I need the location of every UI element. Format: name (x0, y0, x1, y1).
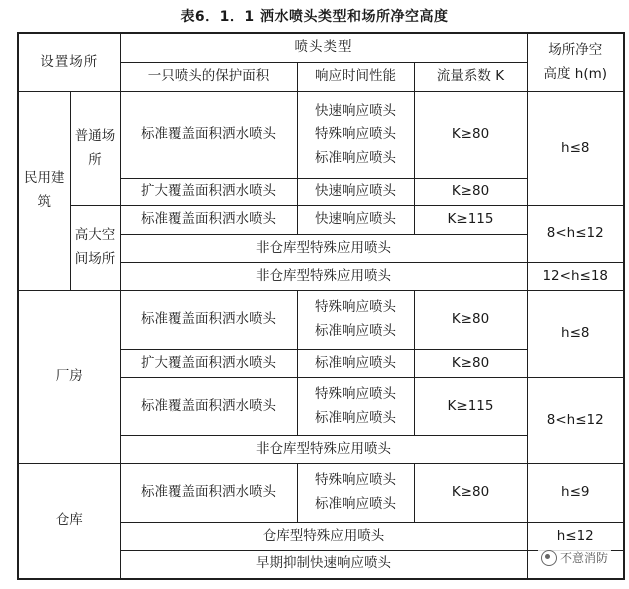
cell-height: h≤9 (527, 464, 624, 523)
cell-coverage: 标准覆盖面积洒水喷头 (120, 206, 297, 235)
subgroup-ordinary: 普通场所 (70, 92, 120, 206)
cell-coverage: 标准覆盖面积洒水喷头 (120, 92, 297, 179)
response-item: 标准响应喷头 (315, 409, 396, 426)
table-row (18, 291, 624, 350)
response-item: 标准响应喷头 (315, 496, 396, 512)
cell-span: 非仓库型特殊应用喷头 (120, 235, 527, 263)
cell-height: 12<h≤18 (527, 263, 624, 291)
cell-response: 快速响应喷头 (297, 179, 414, 206)
cell-coverage: 标准覆盖面积洒水喷头 (120, 291, 297, 350)
cell-flow: K≥115 (414, 206, 527, 235)
cell-span: 非仓库型特殊应用喷头 (120, 436, 527, 464)
cell-flow: K≥80 (414, 350, 527, 378)
cell-coverage: 标准覆盖面积洒水喷头 (120, 464, 297, 523)
cell-flow: K≥80 (414, 179, 527, 206)
wechat-logo-icon (541, 550, 557, 566)
cell-height: 8<h≤12 (527, 206, 624, 263)
cell-span: 仓库型特殊应用喷头 (120, 523, 527, 551)
cell-flow: K≥80 (414, 464, 527, 523)
response-item: 特殊响应喷头 (315, 472, 396, 489)
cell-height: h≤8 (527, 291, 624, 378)
cell-height: h≤8 (527, 92, 624, 206)
table-row (18, 206, 624, 235)
watermark-text: 不意消防 (559, 551, 608, 565)
response-item: 标准响应喷头 (315, 323, 396, 339)
group-civil-label: 民用建筑 (24, 170, 65, 210)
cell-height: 8<h≤12 (527, 378, 624, 464)
cell-flow: K≥80 (414, 92, 527, 179)
table-row (18, 464, 624, 523)
header-coverage: 一只喷头的保护面积 (120, 63, 297, 92)
cell-span: 早期抑制快速响应喷头 (120, 551, 527, 579)
header-place: 设置场所 (18, 33, 120, 92)
cell-coverage: 标准覆盖面积洒水喷头 (120, 378, 297, 436)
cell-response: 快速响应喷头 (297, 206, 414, 235)
cell-coverage: 扩大覆盖面积洒水喷头 (120, 350, 297, 378)
cell-flow: K≥80 (414, 291, 527, 350)
group-warehouse: 仓库 (18, 464, 120, 579)
header-sprinkler-type: 喷头类型 (120, 33, 527, 63)
cell-coverage: 扩大覆盖面积洒水喷头 (120, 179, 297, 206)
subgroup-tall: 高大空间场所 (70, 206, 120, 291)
cell-response (297, 378, 414, 436)
response-item: 特殊响应喷头 (315, 126, 396, 143)
cell-response (297, 291, 414, 350)
response-item: 特殊响应喷头 (315, 299, 396, 316)
cell-response (297, 464, 414, 523)
header-row-1 (18, 33, 624, 63)
sprinkler-spec-table (17, 32, 625, 580)
cell-height: h≤12 (527, 523, 624, 551)
header-flow: 流量系数 K (414, 63, 527, 92)
header-response: 响应时间性能 (297, 63, 414, 92)
cell-span: 非仓库型特殊应用喷头 (120, 263, 527, 291)
cell-response: 标准响应喷头 (297, 350, 414, 378)
response-item: 标准响应喷头 (315, 149, 396, 166)
response-item: 特殊响应喷头 (315, 385, 396, 402)
table-caption: 表6．1．1 洒水喷头类型和场所净空高度 (180, 9, 449, 25)
response-item: 快速响应喷头 (315, 102, 396, 119)
cell-flow: K≥115 (414, 378, 527, 436)
group-factory: 厂房 (18, 291, 120, 464)
header-height-line1: 场所净空 (548, 41, 603, 58)
cell-response (297, 92, 414, 179)
header-height-line2: 高度 h(m) (543, 65, 608, 82)
header-height (527, 33, 624, 92)
table-row (18, 92, 624, 179)
group-civil (18, 92, 70, 291)
watermark (538, 548, 611, 567)
